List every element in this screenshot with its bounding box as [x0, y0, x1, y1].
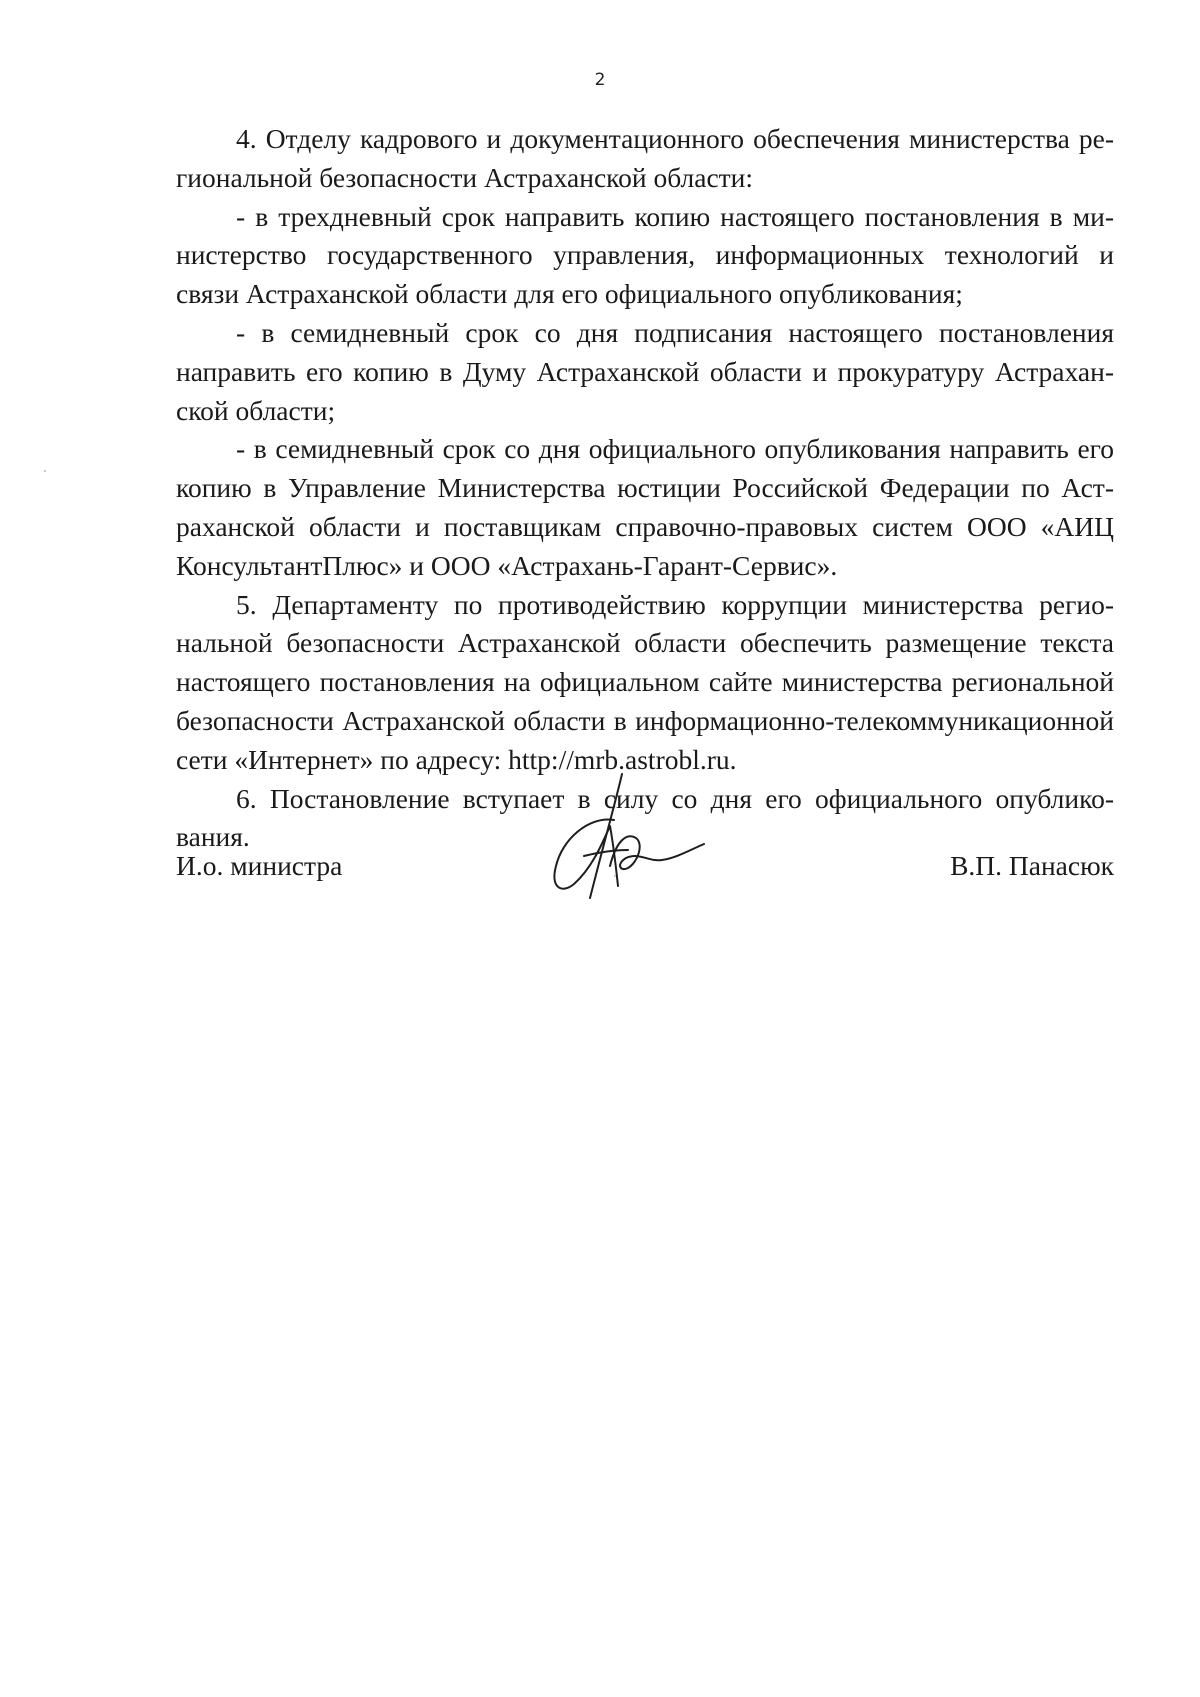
signatory-name: В.П. Панасюк — [950, 850, 1114, 881]
paragraph-6: 6. Постановление вступает в силу со дня его официального опубликования. — [176, 782, 1114, 853]
paragraph-4-item-1: - в трехдневный срок направить копию настоящего постановления в министерство государственного управления, информационных технологий и связи Астраханской области для его официального опубликования; — [176, 200, 1114, 310]
paragraph-4-item-2: - в семидневный срок со дня подписания настоящего постановления направить его копию в Думу Астраханской области и прокуратуру Астраханской области; — [176, 316, 1114, 426]
scan-speck — [614, 875, 616, 877]
page-number: 2 — [594, 70, 606, 90]
signatory-position: И.о. министра — [176, 850, 343, 881]
scan-speck — [44, 470, 46, 472]
paragraph-4-item-3: - в семидневный срок со дня официального опубликования направить его копию в Управление Министерства юстиции Российской Федерации по Астраханской области и поставщикам справочно-правовых систем ООО «АИЦ КонсультантПлюс» и ООО «Астрахань-Гарант-Сервис». — [176, 433, 1114, 581]
paragraph-4: 4. Отделу кадрового и документационного обеспечения министерства региональной безопасности Астраханской области: — [176, 123, 1114, 193]
document-body — [176, 120, 1114, 857]
handwritten-signature — [544, 770, 714, 905]
paragraph-5: 5. Департаменту по противодействию коррупции министерства региональной безопасности Астраханской области обеспечить размещение текста настоящего постановления на официальном сайте министерства региональной безопасности Астраханской области в информационно-телекоммуникационной сети «Интернет» по адресу: http://mrb.astrobl.ru. — [176, 588, 1114, 775]
signature-block — [176, 770, 1114, 910]
